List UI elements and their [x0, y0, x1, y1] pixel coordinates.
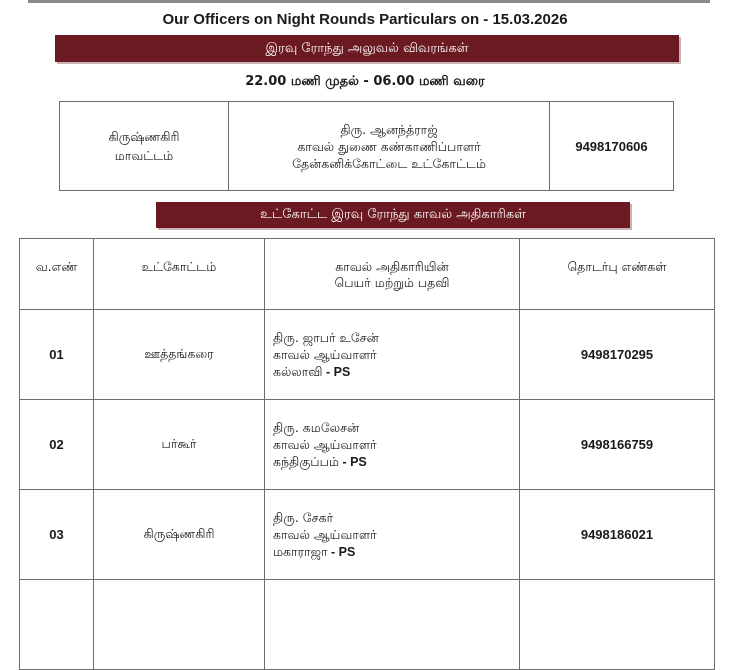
- district-officer-cell: [229, 102, 550, 191]
- row-phone: 9498166759: [520, 400, 715, 490]
- row-serial: 02: [20, 400, 94, 490]
- officer-name: திரு. கமலேசன்: [273, 419, 360, 435]
- station-name: மகாராஜா: [273, 543, 328, 559]
- district-officer-row: [60, 102, 674, 191]
- district-officer-name: திரு. ஆனந்த்ராஜ்: [340, 121, 438, 137]
- district-officer-designation: காவல் துணை கண்காணிப்பாளர்: [297, 138, 481, 154]
- row-subdivision-empty: [94, 580, 265, 670]
- row-serial: 01: [20, 310, 94, 400]
- top-divider: [28, 0, 710, 3]
- officer-station: [273, 363, 518, 381]
- officer-designation: காவல் ஆய்வாளர்: [273, 526, 377, 542]
- subdivision-officers-banner: [156, 202, 630, 228]
- station-name: கல்லாவி: [273, 363, 323, 379]
- subdivision-officers-banner-label: உட்கோட்ட இரவு ரோந்து காவல் அதிகாரிகள்: [260, 207, 526, 222]
- district-officer-subdivision: தேன்கனிக்கோட்டை உட்கோட்டம்: [292, 155, 486, 171]
- header-serial: வ.எண்: [20, 239, 94, 310]
- officer-name: திரு. சேகர்: [273, 509, 334, 525]
- row-phone-empty: [520, 580, 715, 670]
- row-phone: 9498170295: [520, 310, 715, 400]
- station-suffix: - PS: [338, 454, 367, 469]
- row-subdivision: கிருஷ்ணகிரி: [94, 490, 265, 580]
- night-rounds-banner: [55, 35, 679, 62]
- station-suffix: - PS: [322, 364, 351, 379]
- table-row: [20, 400, 715, 490]
- page-title: Our Officers on Night Rounds Particulars on - 15.03.2026: [162, 11, 568, 28]
- district-officer-phone: 9498170606: [550, 102, 674, 191]
- district-officer-table: [59, 101, 674, 191]
- station-name: கந்திகுப்பம்: [273, 453, 339, 469]
- row-officer: [265, 400, 520, 490]
- officer-name: திரு. ஜாபர் உசேன்: [273, 329, 379, 345]
- row-officer: [265, 310, 520, 400]
- time-range: 22.00 மணி முதல் - 06.00 மணி வரை: [245, 74, 485, 89]
- table-row: [20, 490, 715, 580]
- table-row: [20, 310, 715, 400]
- table-header-row: [20, 239, 715, 310]
- row-subdivision: ஊத்தங்கரை: [94, 310, 265, 400]
- night-rounds-banner-label: இரவு ரோந்து அலுவல் விவரங்கள்: [265, 41, 469, 56]
- officer-designation: காவல் ஆய்வாளர்: [273, 346, 377, 362]
- officer-designation: காவல் ஆய்வாளர்: [273, 436, 377, 452]
- officer-station: [273, 543, 518, 561]
- officers-table: [19, 238, 715, 670]
- district-label: மாவட்டம்: [114, 148, 174, 163]
- row-officer-empty: [265, 580, 520, 670]
- row-serial: 03: [20, 490, 94, 580]
- row-serial-empty: [20, 580, 94, 670]
- row-subdivision: பர்கூர்: [94, 400, 265, 490]
- header-officer: [265, 239, 520, 310]
- district-name: கிருஷ்ணகிரி: [108, 129, 180, 144]
- row-phone: 9498186021: [520, 490, 715, 580]
- station-suffix: - PS: [327, 544, 356, 559]
- header-officer-line1: காவல் அதிகாரியின்: [335, 259, 449, 274]
- row-officer: [265, 490, 520, 580]
- header-subdivision: உட்கோட்டம்: [94, 239, 265, 310]
- table-row-partial: [20, 580, 715, 670]
- district-cell: [60, 102, 229, 191]
- header-officer-line2: பெயர் மற்றும் பதவி: [334, 275, 450, 290]
- header-contact: தொடர்பு எண்கள்: [520, 239, 715, 310]
- officer-station: [273, 453, 518, 471]
